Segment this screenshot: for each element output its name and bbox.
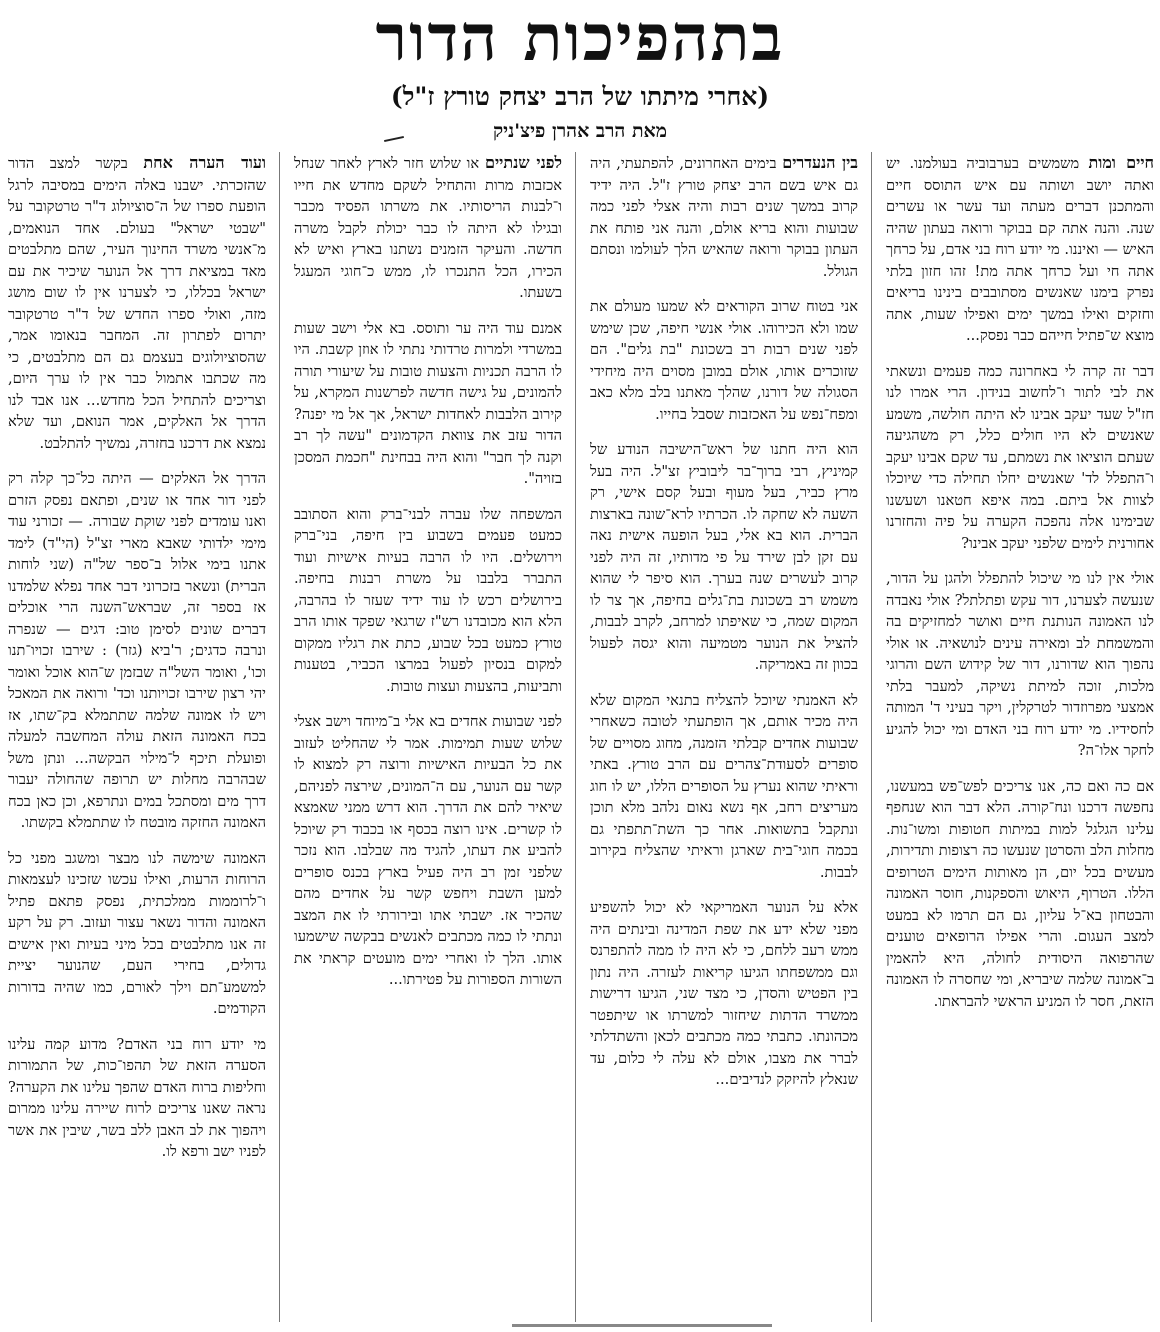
article-subtitle: (אחרי מיתתו של הרב יצחק טורץ ז"ל) [390,82,770,111]
article-column-1 [886,152,1154,1322]
paragraph-text: מי יודע רוח בני האדם? מדוע קמה עלינו הסערה הזאת של תהפו־כות, של התמורות וחליפות ברוח האדם שהפך עלינו את הקערה? נראה שאנו צריכים לרוח שיירה עלינו ממרום ויהפוך את לב האבן ללב בשר, שיבין את אשר לפניו ישב ורפא לו. [8,1035,266,1160]
article-paragraph [590,690,858,884]
article-byline: מאת הרב אהרן פיצ'ניק [492,120,668,142]
article-headline: בתהפיכות הדור [375,1,785,76]
paragraph-lead-words: לפני שנתיים [484,153,562,172]
paragraph-text: אם כה ואם כה, אנו צריכים לפש־פש במעשנו, נחפשה דרכנו ונח־קורה. הלא דבר הוא שנחפף עלינו הגלגל למות במיתות חטופות ומשו־נות. מחלות הלב והסרטן שנעשו כה רצופות ותדירות, מעשים בכל יום, הן מאותות הימים הטרופים הללו. הטרוף, היאוש והספקנות, חוסר האמונה והבטחון בא־ל עליון, גם הם תרמו לא במעט למצב העגום. והרי אפילו הרופאים טוענים שהרפואה היסודית לחולה, היא להאמין ב־אמונה שלמה שיבריא, ומי שחסרה לו האמונה הזאת, חסר לו המניע הראשי להבראתו. [886,777,1154,1010]
paragraph-text: אמנם עוד היה ער ותוסס. בא אלי וישב שעות במשרדי ולמרות טרדותי נתתי לו אוזן קשבת. היו לו הרבה תכניות והצעות טובות על שיעורי תורה להמונים, על גישה חדשה לפרשנות המקרא, על קירוב הלבבות לאחדות ישראל, אך אל מי יפנה? הדור עזב את צוואת הקדמונים "עשה לך רב וקנה לך חבר" והוא היה בבחינת "חכמת המסכן בזויה". [294,319,562,487]
paragraph-text: הדרך אל האלקים — היתה כל־כך קלה רק לפני דור אחד או שנים, ופתאם נפסק הזרם ואנו עומדים לפני שוקת שבורה. — זכורני עוד מימי ילדותי שאבא מארי זצ"ל (הי"ד) לימד אתנו בימי אלול ב־ספר של"ה (שני לוחות הברית) ונשאר בזכרוני דבר אחד נפלא שלמדנו אז בספר זה, שבראש־השנה הרי אוכלים דברים שונים לסימן טוב: דגים — שנפרה ונרבה כדגים; ר'ביא (גזר) : שירבו זכויו־תנו וכו', ואומר השל"ה שבזמן ש־הוא אוכל ואומר יהי רצון שירבו זכויותנו וכד' ורואה את המאכל ויש לו אמונה שלמה שתתמלא בק־שתו, אז בכח האמונה הזאת עולה המחשבה למעלה ופועלת תיכף ל־מילוי הבקשה... ונתן משל שבהרבה מחלות יש תרופה שהחולה יעבור דרך מים ומסתכל במים ונתרפא, וכן כאן בכח האמונה החזקה מובטח לו שתתמלא בקשתו. [8,470,266,831]
article-paragraph [886,152,1154,347]
article-paragraph [8,152,266,454]
article-column-3 [294,152,562,1322]
article-paragraph [590,897,858,1091]
column-rule [279,152,280,1322]
paragraph-lead-words: חיים ומות [1088,153,1154,172]
paragraph-text: אלא על הנוער האמריקאי לא יכול להשפיע מפני שלא ידע את שפת המדינה ובינתים היה ממש רעב ללחם, כי לא היה לו ממה להתפרנס וגם ממשפחתו הגיעו קריאות לעזרה. היה נתון בין הפטיש והסדן, כי מצד שני, הגיעו דרישות ממשרד הדתות שיחזור למשרתו או שיתפטר מכהונתו. כתבתי כמה מכתבים לכאן והשתדלתי לברר את מצבו, אולם לא עלה לי כלום, עד שנאלץ להיזקק לנדיבים... [590,899,858,1088]
article-paragraph [590,439,858,676]
column-rule [575,152,576,1322]
paragraph-text: אולי אין לנו מי שיכול להתפלל ולהגן על הדור, שנעשה לצערנו, דור עקש ופתלתל? אולי נאבדה לנו האמונה הנותנת חיים ואושר למחזיקים בה והמשמחת לב ומאירה עינים לנושאיה. או אולי נהפוך הוא שדורנו, דור של קידוש השם והרוגי מלכות, זוכה למיתת נשיקה, למעבר בלתי אמצעי מפרוזדור לטרקלין, ויקר בעיני ד' המותה לחסידיו. מי יודע רוח בני האדם ומי יכול להגיע לחקר אלו־ה? [886,570,1154,759]
article-paragraph [590,152,858,282]
article-paragraph [590,296,858,425]
column-rule [871,152,872,1322]
paragraph-text: דבר זה קרה לי באחרונה כמה פעמים ונשאתי את לבי לתור ו־לחשוב בנידון. הרי אמרו לנו חז"ל שעד יעקב אבינו לא היתה חולשה, משמע שאנשים לא היו חולים כלל, רק משהגיעה שעתם הוציאו את נשמתם, עד שקם אבינו יעקב ו־התפלל לד' שאנשים יחלו תחילה כדי שיוכלו לצוות אל ביתם. במה איפא חטאנו ושעשנו שבימינו אלה נהפכה הקערה על פיה והחזרנו אחורנית לימים שלפני יעקב אבינו? [886,362,1154,552]
paragraph-text: או שלוש חזר לארץ לאחר שנחל אכזבות מרות והתחיל לשקם מחדש את חייו ו־לבנות הריסותיו. את משרתו הפסיד מכבר ובגילו לא היתה לו כבר יכולת לקבל משרה חדשה. והעיקר הזמנים נשתנו בארץ ואיש לא הכירו, הכל התנכרו לו, ממש כ־חוגי המעגל בשעתו. [294,155,562,301]
paragraph-text: אני בטוח שרוב הקוראים לא שמעו מעולם את שמו ולא הכירוהו. אולי אנשי חיפה, שכן שימש לפני שנים רבות רב בשכונת "בת גלים". הם שזוכרים אותו, אולם במובן מסוים היה מיחידי הסגולה של דורנו, שהלך מאתנו בלב מלא כאב ומפח־נפש על האכזבות שסבל בחייו. [590,298,858,423]
paragraph-lead-words: בין הנעדרים [782,153,858,172]
article-columns [8,152,1154,1322]
article-paragraph [886,568,1154,762]
article-paragraph [8,1034,266,1163]
article-paragraph [886,361,1154,555]
article-paragraph [294,152,562,304]
paragraph-text: הוא היה חתנו של ראש־הישיבה הנודע של קמיניץ, רבי ברוך־בר ליבוביץ זצ"ל. היה בעל מרץ כביר, בעל מעוף ובעל קסם אישי, רק השעה לא שחקה לו. הכרתיו לרא־שונה בארצות הברית. הוא בא אלי, בעל הופעה אישית נאה עם זקן לבן שירד על פי מדותיו, זה היה לפני קרוב לעשרים שנה בערך. הוא סיפר לי שהוא משמש רב בשכונת בת־גלים בחיפה, אך צר לו המקום שמה, כי שאיפתו למרחב, לקרב לבבות, להציל את הנוער מטמיעה והוא יגסה לפעול בכוון זה באמריקה. [590,441,858,673]
paragraph-text: משמשים בערבוביה בעולמנו. יש ואתה יושב ושותה עם איש התוסס חיים והמתכנן דברים מעתה ועד עשר או עשרים שנה. והנה אתה קם בבוקר ורואה בעתון שהיה האיש — ואיננו. מי יודע רוח בני אדם, על כרחך אתה חי ועל כרחך אתה מת! זהו חזון בלתי נפרק בימנו שאנשים מסתובבים בינינו בריאים וחזקים ואילו במשך ימים ואפילו שעות, אתה מוצא ש־פתיל חייהם כבר נפסק... [886,155,1154,344]
paragraph-text: בימים האחרונים, להפתעתי, היה גם איש בשם הרב יצחק טורץ ז"ל. היה ידיד קרוב במשך שנים רבות והיה אצלי לפני כמה שבועות והוא בריא אולם, והנה אני פותח את העתון בבוקר ורואה שהאיש הלך לעולמו ונסתם הגולל. [590,155,858,280]
paragraph-text: המשפחה שלו עברה לבני־ברק והוא הסתובב כמעט פעמים בשבוע בין חיפה, בני־ברק וירושלים. היו לו הרבה בעיות אישיות ועוד התברר בלבבו על משרת רבנות בחיפה. בירושלים רכש לו עוד ידיד שעזר לו בהרבה, הלא הוא מכובדנו רש"ז שרגאי שפקד אותו הרב טורץ כמעט בכל שבוע, כתת את רגליו ממקום למקום בנסיון לפעול במרצו הכביר, בטענות ותביעות, בהצעות ועצות טובות. [294,505,562,695]
paragraph-lead-words: ועוד הערה אחת [143,153,266,172]
article-column-2 [590,152,858,1322]
article-paragraph [294,711,562,991]
article-paragraph [294,504,562,698]
article-paragraph [294,318,562,490]
paragraph-text: האמונה שימשה לנו מבצר ומשגב מפני כל הרוחות הרעות, ואילו עכשו שזכינו לעצמאות ו־לרוממות ממלכתית, נפסק פתאם פתיל האמונה והדור נשאר עצור ועזוב. רק על רקע זה אנו מתלבטים בכל מיני בעיות ואין אישים גדולים, בחירי העם, שהנוער יציית למשמע־תם וילך לאורם, כמו שהיה בדורות הקודמים. [8,849,266,1017]
article-paragraph [8,848,266,1020]
paragraph-text: לפני שבועות אחדים בא אלי ב־מיוחד וישב אצלי שלוש שעות תמימות. אמר לי שהחליט לעזוב את כל הבעיות האישיות ורוצה רק למצוא לו קשר עם הנוער, עם ה־המונים, שירצה לפניהם, שיאיר להם את הדרך. הוא דרש ממני שאמצא לו קשרים. אינו רוצה בכסף או בכבוד רק שיוכל להביע את דעתו, להגיד מה שבלבו. הוא נזכר שלפני זמן רב היה פעיל בארץ בכנס סופרים למען השבת ויחפש קשר על אחדים מהם שהכיר אז. ישבתי אתו ובירורתי לו את המצב ונתתי לו כמה מכתבים לאנשים בבקשה שישמעו אותו. הלך לו ואחרי ימים מועטים קראתי את השורות הספורות על פטירתו... [294,713,562,988]
page-edge-mark [512,1324,772,1327]
article-column-4 [8,152,266,1322]
article-paragraph [8,468,266,834]
article-paragraph [886,776,1154,1013]
paragraph-text: בקשר למצב הדור שהזכרתי. ישבנו באלה הימים במסיבה לרגל הופעת ספרו של ה־סוציולוג ד"ר טרטקובר על "שבטי ישראל" בעולם. אחד הנואמים, מ־אנשי משרד החינוך העיר, שהם מתלבטים מאד במציאת דרך אל הנוער שיכיר את עם ישראל בכללו, כי לצערנו אין לו שום מושג מזה, ואולי ספרו החדש של ד"ר טרטקובר יתרום לפתרון זה. המחבר בנאומו אמר, שהסוציולוגים בעצמם גם הם מתלבטים, כי מה שכתבו אתמול כבר אין לו ערך היום, וצריכים להתחיל הכל מחדש... אנו אבד לנו הדרך אל האלקים, אמר הנואם, ועד שלא נמצא את דרכנו בחזרה, נמשיך להתלבט. [8,155,266,452]
paragraph-text: לא האמנתי שיוכל להצליח בתנאי המקום שלא היה מכיר אותם, אך הופתעתי לטובה כשאחרי שבועות אחדים קבלתי הזמנה, מחוג מסויים של סופרים לסעודת־צהרים עם הרב טורץ. באתי וראיתי שהוא נערץ על הסופרים הללו, יש לו חוג מעריצים רחב, אף נשא נאום נלהב מלא תוכן ונתקבל בתשואות. אחר כך השת־תתפתי גם בכמה חוגי־בית שארגן וראיתי שהצליח בקירוב לבבות. [590,691,858,881]
